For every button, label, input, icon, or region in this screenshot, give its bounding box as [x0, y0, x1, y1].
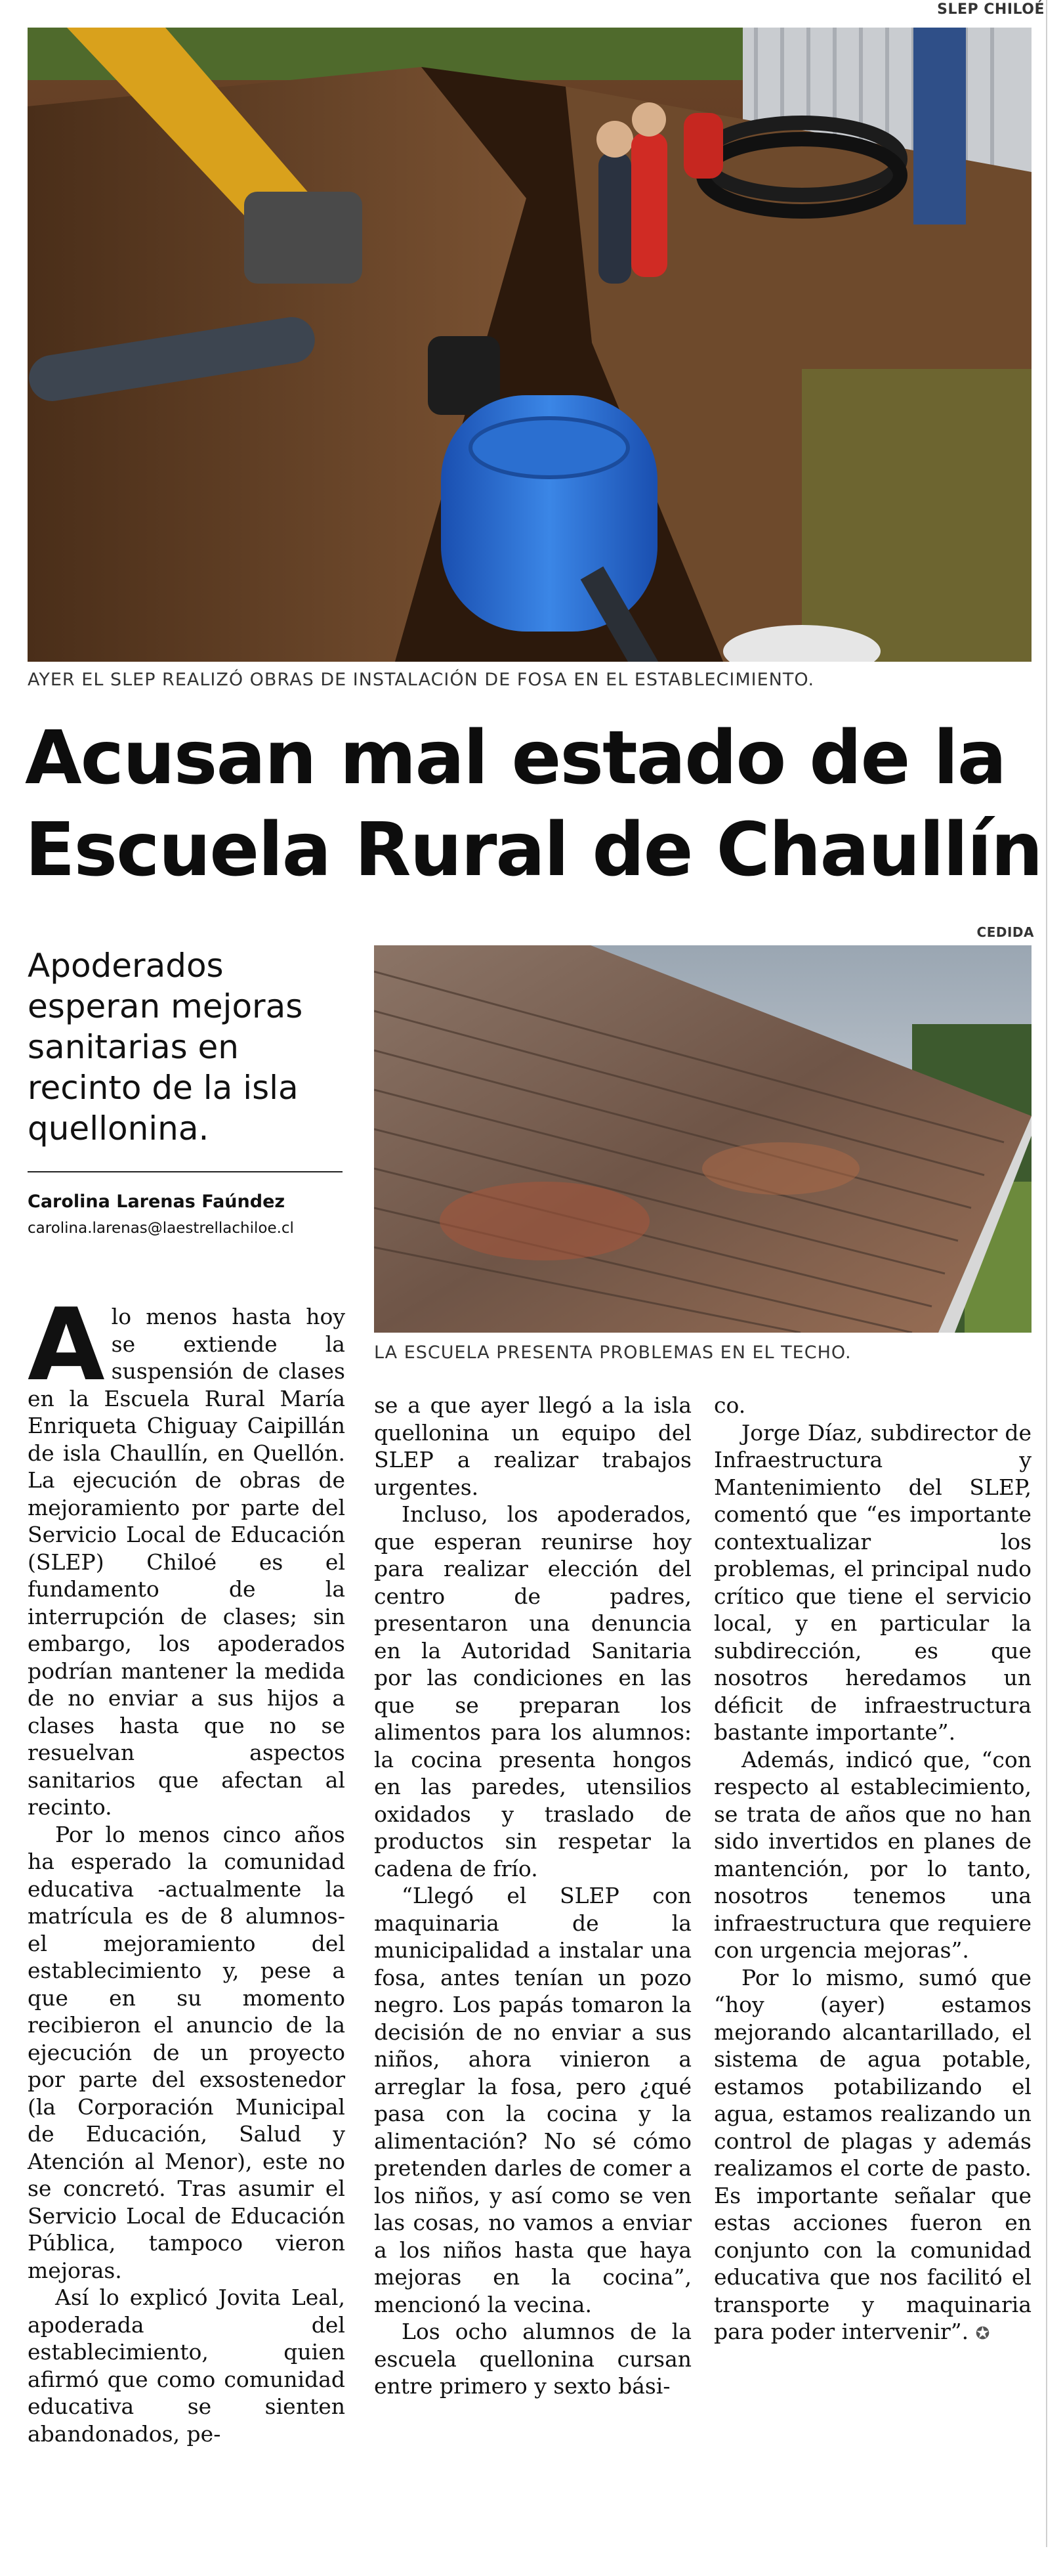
paragraph-text: lo menos hasta hoy se extiende la suspensión de clases en la Escuela Rural María Enriqueta Chiguay Caipillán de isla Chaullín, en Quellón. La ejecución de obras de mejoramiento por parte del Servicio Local de Educación (SLEP) Chiloé es el fundamento de la interrupción de clases; sin embargo, los apoderados podrían mantener la medida de no enviar a sus hijos a clases hasta que no se resuelvan aspectos sanitarios que afectan al recinto. [28, 1304, 345, 1820]
excavation-photo-illustration [28, 28, 1032, 662]
drop-cap: A [28, 1287, 105, 1403]
excavation-photo [28, 28, 1032, 662]
headline [25, 712, 1042, 896]
roof-photo-credit: CEDIDA [976, 924, 1034, 940]
article-column-1 [28, 1287, 345, 2447]
paragraph [714, 1964, 1032, 2348]
deck-divider [28, 1171, 343, 1172]
paragraph: Incluso, los apoderados, que esperan reunirse hoy para realizar elección del centro de padres, presentaron una denuncia en la Autoridad Sanitaria por las condiciones en las que se preparan los alimentos para los alumnos: la cocina presenta hongos en las paredes, utensilios oxidados y traslado de productos sin respetar la cadena de frío. [374, 1501, 692, 1881]
paragraph: Por lo menos cinco años ha esperado la comunidad educativa -actualmente la matrícula es de 8 alumnos- el mejoramiento del establecimiento y, pese a que en su momento recibieron el anuncio de la ejecución de un proyecto por parte del exsostenedor (la Corporación Municipal de Educación, Salud y Atención al Menor), este no se concretó. Tras asumir el Servicio Local de Educación Pública, tampoco vieron mejoras. [28, 1821, 345, 2283]
paragraph: Jorge Díaz, subdirector de Infraestructura y Mantenimiento del SLEP, comentó que “es importante contextualizar los problemas, el principal nudo crítico que tiene el servicio local, y en particular la subdirección, es que nosotros heredamos un déficit de infraestructura bastante importante”. [714, 1419, 1032, 1745]
article-column-3 [714, 1392, 1032, 2348]
paragraph: “Llegó el SLEP con maquinaria de la municipalidad a instalar una fosa, antes tenían un pozo negro. Los papás tomaron la decisión de no enviar a sus niños, ahora vinieron a arreglar la fosa, pero ¿qué pasa con la cocina y la alimentación? No sé cómo pretenden darles de comer a los niños, y así como se ven las cosas, no vamos a enviar a los niños hasta que haya mejoras en la cocina”, mencionó la vecina. [374, 1883, 692, 2317]
paragraph: Además, indicó que, “con respecto al establecimiento, se trata de años que no han sido invertidos en planes de mantención, por lo tanto, nosotros tenemos una infraestructura que requiere con urgencia mejoras”. [714, 1746, 1032, 1963]
photo-credit-top: SLEP CHILOÉ [937, 1, 1045, 18]
paragraph [28, 1287, 345, 1821]
roof-photo-illustration [374, 945, 1032, 1333]
headline-line-2: Escuela Rural de Chaullín [25, 807, 1042, 893]
page-edge-rule [1046, 0, 1047, 2547]
author-name: Carolina Larenas Faúndez [28, 1191, 285, 1212]
roof-photo-caption: LA ESCUELA PRESENTA PROBLEMAS EN EL TECHO. [374, 1342, 852, 1363]
top-photo-caption: AYER EL SLEP REALIZÓ OBRAS DE INSTALACIÓN DE FOSA EN EL ESTABLECIMIENTO. [28, 670, 815, 690]
article-column-2 [374, 1392, 692, 2400]
paragraph: se a que ayer llegó a la isla quellonina un equipo del SLEP a realizar trabajos urgentes. [374, 1392, 692, 1500]
author-email: carolina.larenas@laestrellachiloe.cl [28, 1220, 294, 1237]
headline-line-1: Acusan mal estado de la [25, 716, 1006, 801]
article-deck: Apoderados esperan mejoras sanitarias en recinto de la isla quellonina. [28, 947, 303, 1148]
paragraph: Los ocho alumnos de la escuela quellonina cursan entre primero y sexto bási- [374, 2319, 692, 2399]
paragraph-text: Por lo mismo, sumó que “hoy (ayer) estamos mejorando alcantarillado, el sistema de agua potable, estamos potabilizando el agua, estamos realizando un control de plagas y además realizamos el corte de pasto. Es importante señalar que estas acciones fueron en conjunto con la comunidad educativa que nos facilitó el transporte y maquinaria para poder intervenir”. [714, 1964, 1032, 2344]
end-mark-icon: ✪ [975, 2324, 990, 2344]
paragraph: Así lo explicó Jovita Leal, apoderada del establecimiento, quien afirmó que como comunidad educativa se sienten abandonados, pe- [28, 2285, 345, 2447]
roof-photo [374, 945, 1032, 1333]
paragraph: co. [714, 1392, 746, 1418]
